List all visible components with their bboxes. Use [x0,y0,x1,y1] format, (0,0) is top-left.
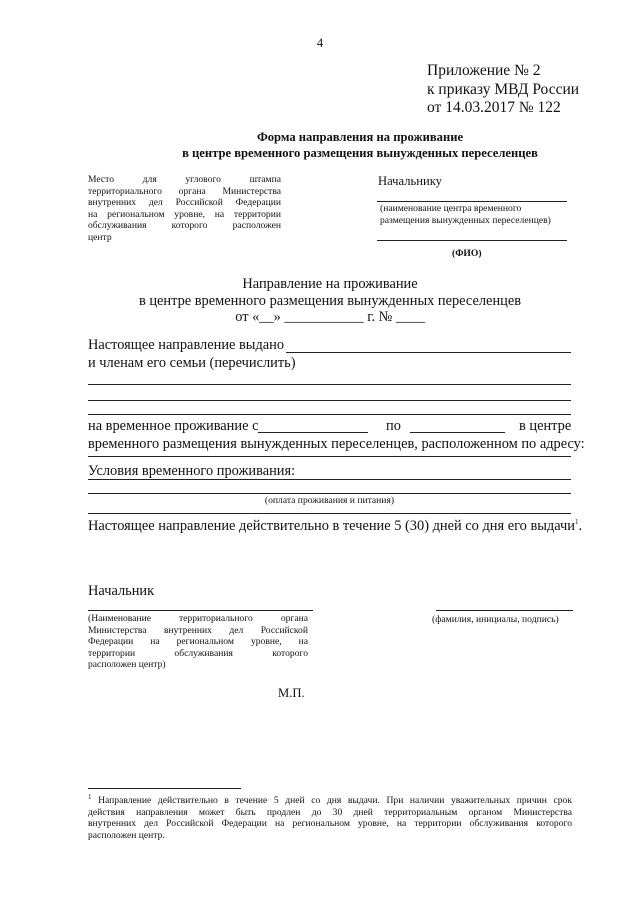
stamp-line-1: Место для углового штампа [88,174,281,185]
stamp-line-4: на региональном уровне, на территории [88,208,281,220]
direction-heading [120,276,540,326]
issued-to-field[interactable] [286,352,571,353]
conditions-field-2[interactable] [88,493,571,494]
footnote-line-4: расположен центр. [88,829,165,841]
addressee-caption [380,203,580,226]
family-label: и членам его семьи (перечислить) [88,355,296,371]
validity-end: . [578,518,583,534]
stamp-line-6: центр [88,231,112,243]
footnote-line-1: Направление действительно в течение 5 дней со дня выдачи. При наличии уважительных причин срок [98,795,572,806]
form-title-line-2: в центре временного размещения вынужденных переселенцев [182,146,538,160]
conditions-field-1[interactable] [88,479,571,480]
footnote-mark: 1 [88,792,92,801]
chief-label: Начальник [88,583,155,599]
po-label: по [386,418,401,434]
org-name-field[interactable] [88,610,313,611]
temp-residence-label: на временное проживание с [88,418,259,434]
issued-to-label: Настоящее направление выдано [88,337,285,353]
stamp-place-text [88,174,281,243]
validity-text [88,518,582,535]
validity-footnote-mark: 1 [574,518,579,527]
direction-heading-2: в центре временного размещения вынужденных переселенцев [138,292,522,309]
addressee-line-2[interactable] [377,240,567,241]
footnote-line-2: действия направления может быть продлен до 30 дней территориальным органом Министерства [88,806,572,818]
family-field-2[interactable] [88,400,571,401]
addressee-fio-caption: (ФИО) [452,248,482,259]
form-title [150,129,570,161]
page-number: 4 [316,36,324,50]
conditions-field-3[interactable] [88,513,571,514]
conditions-label: Условия временного проживания: [88,463,296,479]
footnote [88,792,572,841]
payment-caption: (оплата проживания и питания) [264,495,395,506]
address-field[interactable] [88,456,571,457]
appendix-block [427,62,579,118]
addressee-caption-2: размещения вынужденных переселенцев) [380,214,551,226]
date-from-field[interactable] [258,432,368,433]
stamp-line-2: территориального органа Министерства [88,185,281,197]
addressee-label: Начальнику [378,174,442,188]
org-caption-2: Министерства внутренних дел Российской [88,624,308,636]
addressee-caption-1: (наименование центра временного [380,203,522,214]
date-to-field[interactable] [410,432,505,433]
family-field-3[interactable] [88,414,571,415]
org-caption-4: территории обслуживания которого [88,647,308,659]
seal-place: М.П. [278,686,305,700]
org-caption [88,613,308,671]
direction-heading-3: от «__» ___________ г. № ____ [235,309,425,325]
address-label: временного размещения вынужденных переселенцев, расположенном по адресу: [88,436,585,452]
form-title-line-1: Форма направления на проживание [256,130,464,144]
appendix-line-2: к приказу МВД России [427,80,580,98]
stamp-line-3: внутренних дел Российской Федерации [88,197,281,208]
org-caption-1: (Наименование территориального органа [88,613,308,624]
footnote-line-3: внутренних дел Российской Федерации на региональном уровне, на территории обслуживания которого [88,818,572,829]
addressee-line-1[interactable] [377,201,567,202]
in-centre-label: в центре [519,418,572,434]
appendix-line-1: Приложение № 2 [427,62,541,79]
validity-main: Настоящее направление действительно в течение 5 (30) дней со дня его выдачи [88,518,575,534]
name-caption: (фамилия, инициалы, подпись) [432,614,559,625]
signature-field[interactable] [436,610,573,611]
org-caption-5: расположен центр) [88,659,166,670]
footnote-divider [88,788,241,789]
org-caption-3: Федерации на региональном уровне, на [88,636,308,647]
appendix-line-3: от 14.03.2017 № 122 [427,99,561,116]
family-field-1[interactable] [88,384,571,385]
direction-heading-1: Направление на проживание [242,276,418,292]
stamp-line-5: обслуживания которого расположен [88,220,281,231]
